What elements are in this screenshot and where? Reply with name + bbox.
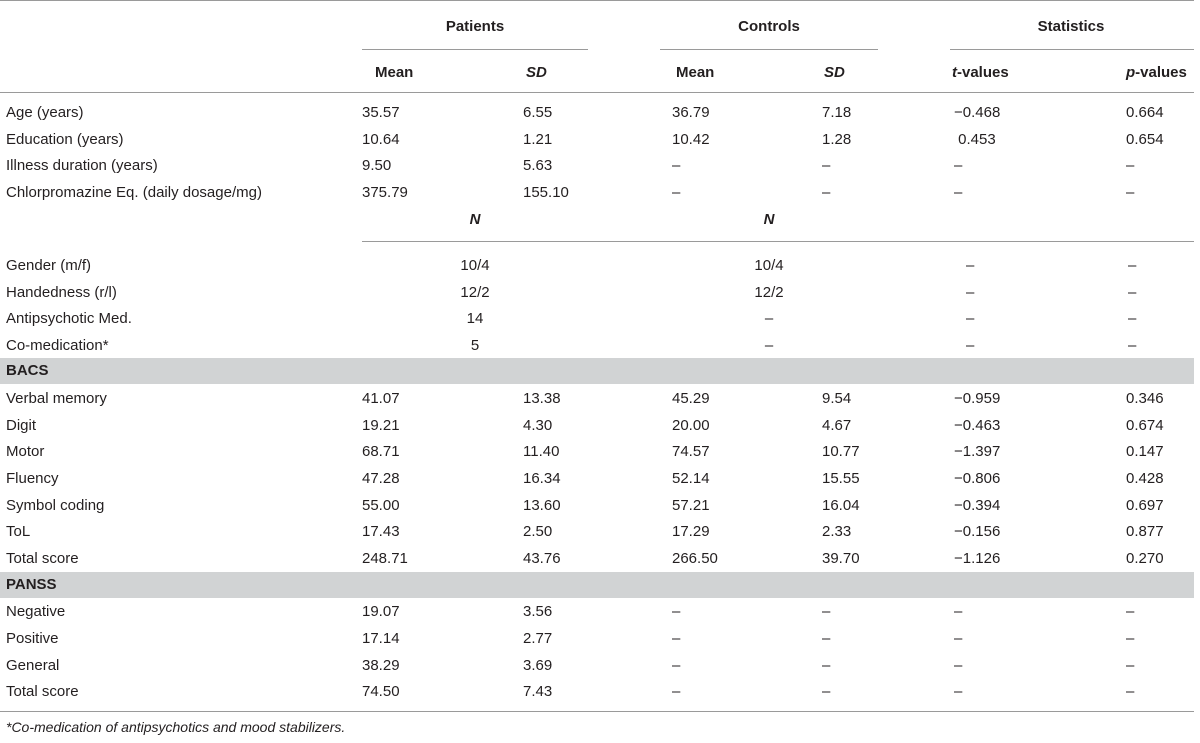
- cell-value: 15.55: [822, 470, 860, 487]
- cell-value: –: [764, 337, 774, 354]
- subheader-italic: SD: [526, 64, 547, 81]
- cell-value: –: [1128, 257, 1137, 274]
- cell-value: 375.79: [362, 184, 408, 201]
- section-band: [0, 358, 1194, 384]
- cell-value: 5: [470, 337, 480, 354]
- row-label: Fluency: [6, 470, 59, 487]
- row-label: Total score: [6, 683, 79, 700]
- cell-value: 16.04: [822, 497, 860, 514]
- cell-value: –: [672, 603, 681, 620]
- cell-value: −0.806: [954, 470, 1001, 487]
- footnote: *Co-medication of antipsychotics and mood stabilizers.: [6, 719, 346, 735]
- cell-value: 0.654: [1126, 131, 1164, 148]
- column-subheader: [824, 64, 845, 82]
- n-header-rule: [362, 241, 1194, 242]
- cell-value: 55.00: [362, 497, 400, 514]
- row-label: Age (years): [6, 104, 84, 121]
- row-label: Handedness (r/l): [6, 284, 117, 301]
- cell-value: –: [822, 603, 831, 620]
- cell-value: 248.71: [362, 550, 408, 567]
- row-label: Digit: [6, 417, 37, 434]
- cell-value: –: [1126, 603, 1135, 620]
- column-group-header: Controls: [738, 18, 800, 35]
- cell-value: –: [1126, 630, 1135, 647]
- cell-value: 0.270: [1126, 550, 1164, 567]
- cell-value: –: [954, 683, 963, 700]
- cell-value: 43.76: [523, 550, 561, 567]
- cell-value: 4.30: [523, 417, 553, 434]
- cell-value: –: [966, 284, 975, 301]
- subheader-suffix: -values: [957, 64, 1009, 81]
- cell-value: 10.64: [362, 131, 400, 148]
- column-group-header: Statistics: [1037, 18, 1105, 35]
- cell-value: 38.29: [362, 657, 400, 674]
- cell-value: 6.55: [523, 104, 553, 121]
- row-label: Illness duration (years): [6, 157, 158, 174]
- cell-value: −0.468: [954, 104, 1001, 121]
- cell-value: 17.29: [672, 523, 710, 540]
- column-subheader: [526, 64, 547, 82]
- n-header: N: [469, 211, 481, 228]
- cell-value: –: [966, 310, 975, 327]
- cell-value: –: [672, 157, 681, 174]
- cell-value: 0.147: [1126, 443, 1164, 460]
- row-label: Motor: [6, 443, 45, 460]
- cell-value: 16.34: [523, 470, 561, 487]
- cell-value: 14: [466, 310, 484, 327]
- cell-value: –: [1128, 337, 1137, 354]
- cell-value: –: [954, 184, 963, 201]
- column-subheader: [375, 64, 413, 82]
- column-subheader: [952, 64, 1009, 82]
- cell-value: 10/4: [754, 257, 784, 274]
- row-label: Symbol coding: [6, 497, 105, 514]
- cell-value: 12/2: [460, 284, 490, 301]
- cell-value: 7.18: [822, 104, 852, 121]
- cell-value: 1.28: [822, 131, 852, 148]
- cell-value: 4.67: [822, 417, 852, 434]
- cell-value: −0.463: [954, 417, 1001, 434]
- subheader-italic: t: [952, 64, 957, 81]
- cell-value: 10.77: [822, 443, 860, 460]
- row-label: Negative: [6, 603, 66, 620]
- cell-value: −0.394: [954, 497, 1001, 514]
- cell-value: –: [672, 630, 681, 647]
- cell-value: –: [1126, 184, 1135, 201]
- section-band: [0, 572, 1194, 598]
- cell-value: 0.664: [1126, 104, 1164, 121]
- row-label: General: [6, 657, 60, 674]
- cell-value: 0.674: [1126, 417, 1164, 434]
- cell-value: 1.21: [523, 131, 553, 148]
- cell-value: 2.50: [523, 523, 553, 540]
- cell-value: 74.57: [672, 443, 710, 460]
- cell-value: –: [954, 630, 963, 647]
- cell-value: –: [1128, 284, 1137, 301]
- cell-value: 7.43: [523, 683, 553, 700]
- cell-value: 74.50: [362, 683, 400, 700]
- row-label: Co-medication*: [6, 337, 109, 354]
- row-label: Positive: [6, 630, 59, 647]
- subheader-italic: SD: [824, 64, 845, 81]
- cell-value: 13.60: [523, 497, 561, 514]
- cell-value: 17.43: [362, 523, 400, 540]
- cell-value: 0.453: [954, 131, 996, 148]
- cell-value: –: [966, 257, 975, 274]
- row-label: Education (years): [6, 131, 124, 148]
- cell-value: 2.33: [822, 523, 852, 540]
- row-label: ToL: [6, 523, 31, 540]
- section-title: PANSS: [6, 576, 57, 593]
- subheader-suffix: -values: [1135, 64, 1187, 81]
- cell-value: 11.40: [523, 443, 560, 460]
- cell-value: 19.07: [362, 603, 400, 620]
- cell-value: –: [822, 184, 831, 201]
- cell-value: 68.71: [362, 443, 400, 460]
- cell-value: 20.00: [672, 417, 710, 434]
- cell-value: 19.21: [362, 417, 400, 434]
- cell-value: 36.79: [672, 104, 710, 121]
- column-subheader: [1126, 64, 1187, 82]
- cell-value: 10/4: [460, 257, 490, 274]
- cell-value: 39.70: [822, 550, 860, 567]
- cell-value: 0.877: [1126, 523, 1164, 540]
- subheader-text: Mean: [375, 64, 414, 81]
- cell-value: –: [822, 683, 831, 700]
- cell-value: 0.697: [1126, 497, 1164, 514]
- cell-value: 41.07: [362, 390, 400, 407]
- cell-value: 3.69: [523, 657, 553, 674]
- cell-value: 9.54: [822, 390, 852, 407]
- cell-value: –: [822, 630, 831, 647]
- cell-value: –: [822, 657, 831, 674]
- cell-value: 10.42: [672, 131, 710, 148]
- cell-value: –: [954, 603, 963, 620]
- cell-value: –: [672, 657, 681, 674]
- cell-value: –: [1126, 157, 1135, 174]
- cell-value: –: [1128, 310, 1137, 327]
- cell-value: 0.428: [1126, 470, 1164, 487]
- cell-value: –: [1126, 657, 1135, 674]
- subheader-italic: p: [1126, 64, 1136, 81]
- group-rule-statistics: [950, 49, 1194, 50]
- cell-value: –: [1126, 683, 1135, 700]
- cell-value: 47.28: [362, 470, 400, 487]
- cell-value: 57.21: [672, 497, 710, 514]
- subheader-text: Mean: [676, 64, 715, 81]
- cell-value: 52.14: [672, 470, 710, 487]
- group-rule-controls: [660, 49, 878, 50]
- cell-value: 0.346: [1126, 390, 1164, 407]
- cell-value: 17.14: [362, 630, 400, 647]
- cell-value: −0.959: [954, 390, 1001, 407]
- column-subheader: [676, 64, 714, 82]
- table-bottom-rule: [0, 711, 1194, 712]
- cell-value: 45.29: [672, 390, 710, 407]
- cell-value: 13.38: [523, 390, 561, 407]
- cell-value: 266.50: [672, 550, 718, 567]
- row-label: Verbal memory: [6, 390, 107, 407]
- cell-value: –: [822, 157, 831, 174]
- cell-value: –: [954, 157, 963, 174]
- cell-value: −0.156: [954, 523, 1001, 540]
- cell-value: −1.126: [954, 550, 1001, 567]
- header-bottom-rule: [0, 92, 1194, 93]
- cell-value: 5.63: [523, 157, 553, 174]
- cell-value: –: [966, 337, 975, 354]
- row-label: Total score: [6, 550, 79, 567]
- cell-value: 35.57: [362, 104, 400, 121]
- section-title: BACS: [6, 362, 49, 379]
- row-label: Gender (m/f): [6, 257, 92, 274]
- cell-value: 2.77: [523, 630, 553, 647]
- cell-value: –: [954, 657, 963, 674]
- cell-value: 155.10: [523, 184, 569, 201]
- cell-value: 9.50: [362, 157, 392, 174]
- group-rule-patients: [362, 49, 588, 50]
- row-label: Antipsychotic Med.: [6, 310, 132, 327]
- table-top-rule: [0, 0, 1194, 1]
- n-header: N: [763, 211, 775, 228]
- cell-value: 12/2: [754, 284, 784, 301]
- column-group-header: Patients: [445, 18, 505, 35]
- cell-value: −1.397: [954, 443, 1001, 460]
- cell-value: –: [672, 184, 681, 201]
- cell-value: –: [764, 310, 774, 327]
- row-label: Chlorpromazine Eq. (daily dosage/mg): [6, 184, 262, 201]
- cell-value: 3.56: [523, 603, 553, 620]
- cell-value: –: [672, 683, 681, 700]
